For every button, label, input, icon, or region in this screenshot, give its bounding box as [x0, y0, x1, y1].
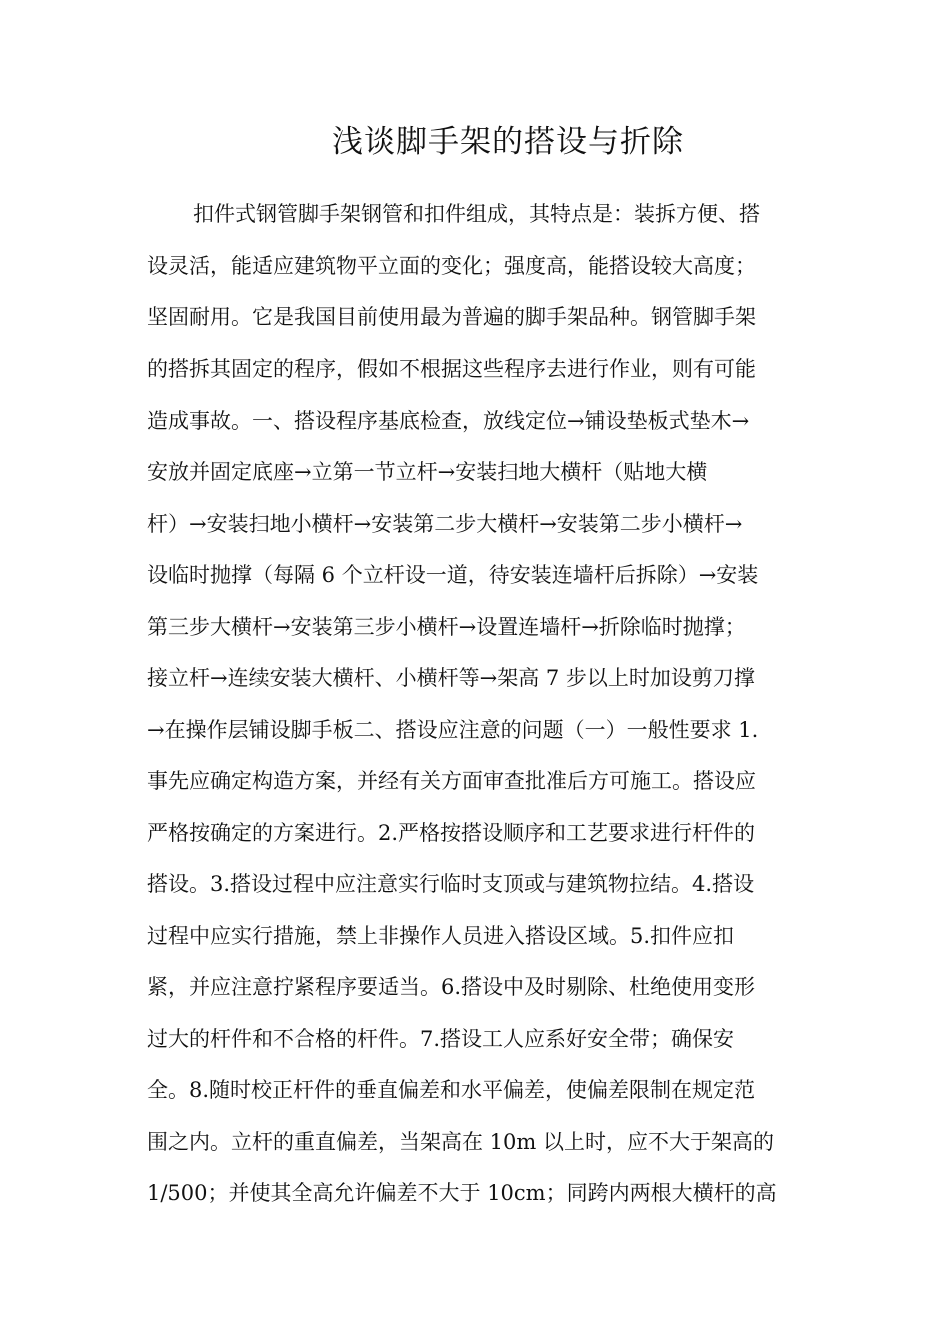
- paragraph-line: 搭设。3.搭设过程中应注意实行临时支顶或与建筑物拉结。4.搭设: [147, 872, 755, 896]
- paragraph-line: 设临时抛撑（每隔 6 个立杆设一道，待安装连墙杆后拆除）→安装: [147, 563, 759, 587]
- paragraph-line: 造成事故。一、搭设程序基底检查，放线定位→铺设垫板式垫木→: [147, 409, 750, 433]
- paragraph-line: 紧，并应注意拧紧程序要适当。6.搭设中及时剔除、杜绝使用变形: [147, 975, 756, 999]
- paragraph-line: 扣件式钢管脚手架钢管和扣件组成，其特点是：装拆方便、搭: [193, 202, 760, 226]
- paragraph-line: 的搭拆其固定的程序，假如不根据这些程序去进行作业，则有可能: [147, 357, 756, 381]
- paragraph-line: 事先应确定构造方案，并经有关方面审查批准后方可施工。搭设应: [147, 769, 756, 793]
- paragraph-line: 第三步大横杆→安装第三步小横杆→设置连墙杆→折除临时抛撑；: [147, 615, 746, 639]
- paragraph-line: →在操作层铺设脚手板二、搭设应注意的问题（一）一般性要求 1.: [147, 718, 759, 742]
- paragraph-line: 过程中应实行措施，禁上非操作人员进入搭设区域。5.扣件应扣: [147, 924, 735, 948]
- paragraph-line: 严格按确定的方案进行。2.严格按搭设顺序和工艺要求进行杆件的: [147, 821, 756, 845]
- paragraph-line: 1/500；并使其全高允许偏差不大于 10cm；同跨内两根大横杆的高: [147, 1181, 777, 1205]
- paragraph-line: 设灵活，能适应建筑物平立面的变化；强度高，能搭设较大高度；: [147, 254, 756, 278]
- paragraph-line: 坚固耐用。它是我国目前使用最为普遍的脚手架品种。钢管脚手架: [147, 305, 756, 329]
- paragraph-line: 杆）→安装扫地小横杆→安装第二步大横杆→安装第二步小横杆→: [147, 512, 743, 536]
- paragraph-line: 过大的杆件和不合格的杆件。7.搭设工人应系好安全带；确保安: [147, 1027, 735, 1051]
- paragraph-line: 安放并固定底座→立第一节立杆→安装扫地大横杆（贴地大横: [147, 460, 708, 484]
- document-title: 浅谈脚手架的搭设与折除: [332, 124, 684, 160]
- paragraph-line: 接立杆→连续安装大横杆、小横杆等→架高 7 步以上时加设剪刀撑: [147, 666, 755, 690]
- paragraph-line: 围之内。立杆的重直偏差，当架高在 10m 以上时，应不大于架高的: [147, 1130, 774, 1154]
- paragraph-line: 全。8.随时校正杆件的垂直偏差和水平偏差，使偏差限制在规定范: [147, 1078, 756, 1102]
